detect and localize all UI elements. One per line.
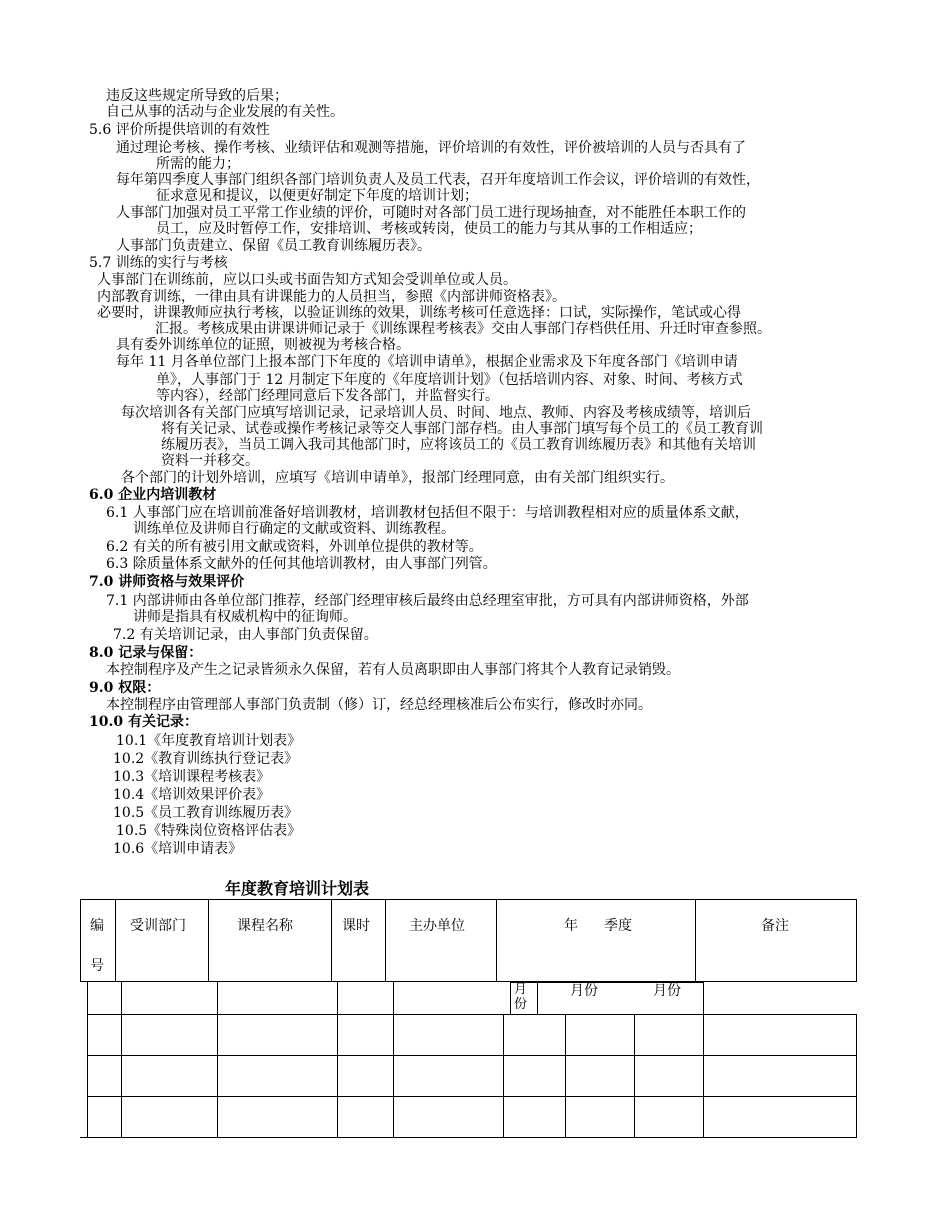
record-item: 10.2《教育训练执行登记表》	[113, 751, 299, 767]
header-course: 课程名称	[237, 918, 293, 934]
record-item: 10.4《培训效果评价表》	[113, 787, 271, 803]
text-line: 6.1 人事部门应在培训前准备好培训教材，培训教材包括但不限于：与培训教程相对应的质量体系文献，	[106, 505, 749, 521]
section-heading: 9.0 权限：	[89, 680, 161, 696]
cell-divider	[217, 982, 218, 1138]
text-line: 人事部门在训练前，应以口头或书面告知方式知会受训单位或人员。	[97, 272, 517, 288]
text-line: 本控制程序及产生之记录皆须永久保留，若有人员离职即由人事部门将其个人教育记录销毁。	[106, 662, 680, 678]
cell-divider	[703, 982, 704, 1014]
cell-divider	[537, 982, 538, 1014]
cell-divider	[331, 899, 332, 982]
cell-divider	[337, 982, 338, 1138]
month-label: 月份	[570, 983, 598, 999]
cell-divider	[496, 899, 497, 982]
text-line: 6.2 有关的所有被引用文献或资料，外训单位提供的教材等。	[106, 539, 483, 555]
row-divider	[87, 1014, 857, 1015]
text-line: 员工，应及时暂停工作，安排培训、考核或转岗，使员工的能力与其从事的工作相适应；	[156, 221, 702, 237]
header-hours: 课时	[342, 918, 370, 934]
section-heading: 8.0 记录与保留：	[89, 645, 203, 661]
header-quarter: 季度	[604, 918, 632, 934]
text-line: 将有关记录、试卷或操作考核记录等交人事部门部存档。由人事部门填写每个员工的《员工教育训	[161, 421, 763, 437]
cell-divider	[634, 1014, 635, 1138]
text-line: 必要时，讲课教师应执行考核，以验证训练的效果，训练考核可任意选择：口试，实际操作，笔试或心得	[97, 305, 741, 321]
cell-divider	[565, 1014, 566, 1138]
text-line: 所需的能力；	[156, 156, 240, 172]
table-header-row	[80, 899, 857, 982]
text-line: 本控制程序由管理部人事部门负责制（修）订，经总经理核准后公布实行，修改时亦同。	[106, 697, 652, 713]
text-line: 内部教育训练，一律由具有讲课能力的人员担当，参照《内部讲师资格表》。	[97, 289, 566, 305]
cell-divider	[208, 899, 209, 982]
cell-divider	[503, 1014, 504, 1138]
cell-divider	[87, 982, 88, 1138]
section-heading: 6.0 企业内培训教材	[89, 487, 217, 503]
text-line: 每年 11 月各单位部门上报本部门下年度的《培训申请单》，根据企业需求及下年度各部门《培训申请	[116, 354, 738, 370]
text-line: 每次培训各有关部门应填写培训记录，记录培训人员、时间、地点、教师、内容及考核成绩等，培训后	[121, 405, 751, 421]
cell-divider	[121, 982, 122, 1138]
record-item: 10.1《年度教育培训计划表》	[116, 733, 302, 749]
record-item: 10.5《员工教育训练履历表》	[113, 805, 299, 821]
text-line: 7.1 内部讲师由各单位部门推荐，经部门经理审核后最终由总经理室审批，方可具有内部讲师资格，外部	[106, 593, 749, 609]
text-line: 每年第四季度人事部门组织各部门培训负责人及员工代表，召开年度培训工作会议，评价培训的有效性，	[116, 172, 760, 188]
text-line: 具有委外训练单位的证照，则被视为考核合格。	[116, 337, 410, 353]
text-line: 资料一并移交。	[161, 453, 259, 469]
row-divider	[80, 1137, 857, 1138]
row-divider	[87, 1055, 857, 1056]
cell-divider	[115, 899, 116, 982]
text-line: 通过理论考核、操作考核、业绩评估和观测等措施，评价培训的有效性，评价被培训的人员与否具有了	[116, 140, 746, 156]
cell-divider	[856, 1014, 857, 1138]
month-label: 月份	[653, 983, 681, 999]
text-line: 7.2 有关培训记录，由人事部门负责保留。	[113, 627, 378, 643]
section-heading: 5.7 训练的实行与考核	[89, 255, 228, 271]
header-dept: 受训部门	[130, 918, 186, 934]
section-heading: 10.0 有关记录：	[89, 714, 198, 730]
text-line: 人事部门加强对员工平常工作业绩的评价，可随时对各部门员工进行现场抽查，对不能胜任本职工作的	[116, 205, 746, 221]
header-year: 年	[564, 918, 578, 934]
header-number: 号	[90, 958, 104, 974]
text-line: 人事部门负责建立、保留《员工教育训练履历表》。	[116, 238, 431, 254]
text-line: 练履历表》，当员工调入我司其他部门时，应将该员工的《员工教育训练履历表》和其他有关培训	[161, 437, 756, 453]
text-line: 违反这些规定所导致的后果；	[106, 88, 288, 104]
text-line: 各个部门的计划外培训，应填写《培训申请单》，报部门经理同意，由有关部门组织实行。	[121, 470, 674, 486]
cell-divider	[703, 1014, 704, 1138]
text-line: 讲师是指具有权威机构中的征询师。	[133, 609, 357, 625]
text-line: 汇报。考核成果由讲课讲师记录于《训练课程考核表》交由人事部门存档供任用、升迁时审查参照。	[155, 321, 771, 337]
month-label: 月份	[514, 982, 528, 1012]
record-item: 10.6《培训申请表》	[113, 841, 243, 857]
text-line: 单》，人事部门于 12 月制定下年度的《年度培训计划》（包括培训内容、对象、时间、考核方式	[156, 372, 743, 388]
table-title: 年度教育培训计划表	[225, 879, 370, 898]
text-line: 自己从事的活动与企业发展的有关性。	[106, 104, 344, 120]
record-item: 10.5《特殊岗位资格评估表》	[116, 823, 302, 839]
text-line: 征求意见和提议，以便更好制定下年度的培训计划；	[156, 188, 478, 204]
header-number: 编	[90, 918, 104, 934]
section-heading: 5.6 评价所提供培训的有效性	[89, 122, 270, 138]
header-remarks: 备注	[761, 918, 789, 934]
text-line: 训练单位及讲师自行确定的文献或资料、训练教程。	[133, 521, 455, 537]
section-heading: 7.0 讲师资格与效果评价	[89, 574, 245, 590]
cell-divider	[695, 899, 696, 982]
record-item: 10.3《培训课程考核表》	[113, 769, 271, 785]
header-organizer: 主办单位	[409, 918, 465, 934]
row-divider	[87, 1096, 857, 1097]
cell-divider	[393, 982, 394, 1138]
text-line: 等内容），经部门经理同意后下发各部门，并监督实行。	[156, 388, 499, 404]
text-line: 6.3 除质量体系文献外的任何其他培训教材，由人事部门列管。	[106, 556, 497, 572]
cell-divider	[510, 982, 511, 1014]
cell-divider	[385, 899, 386, 982]
